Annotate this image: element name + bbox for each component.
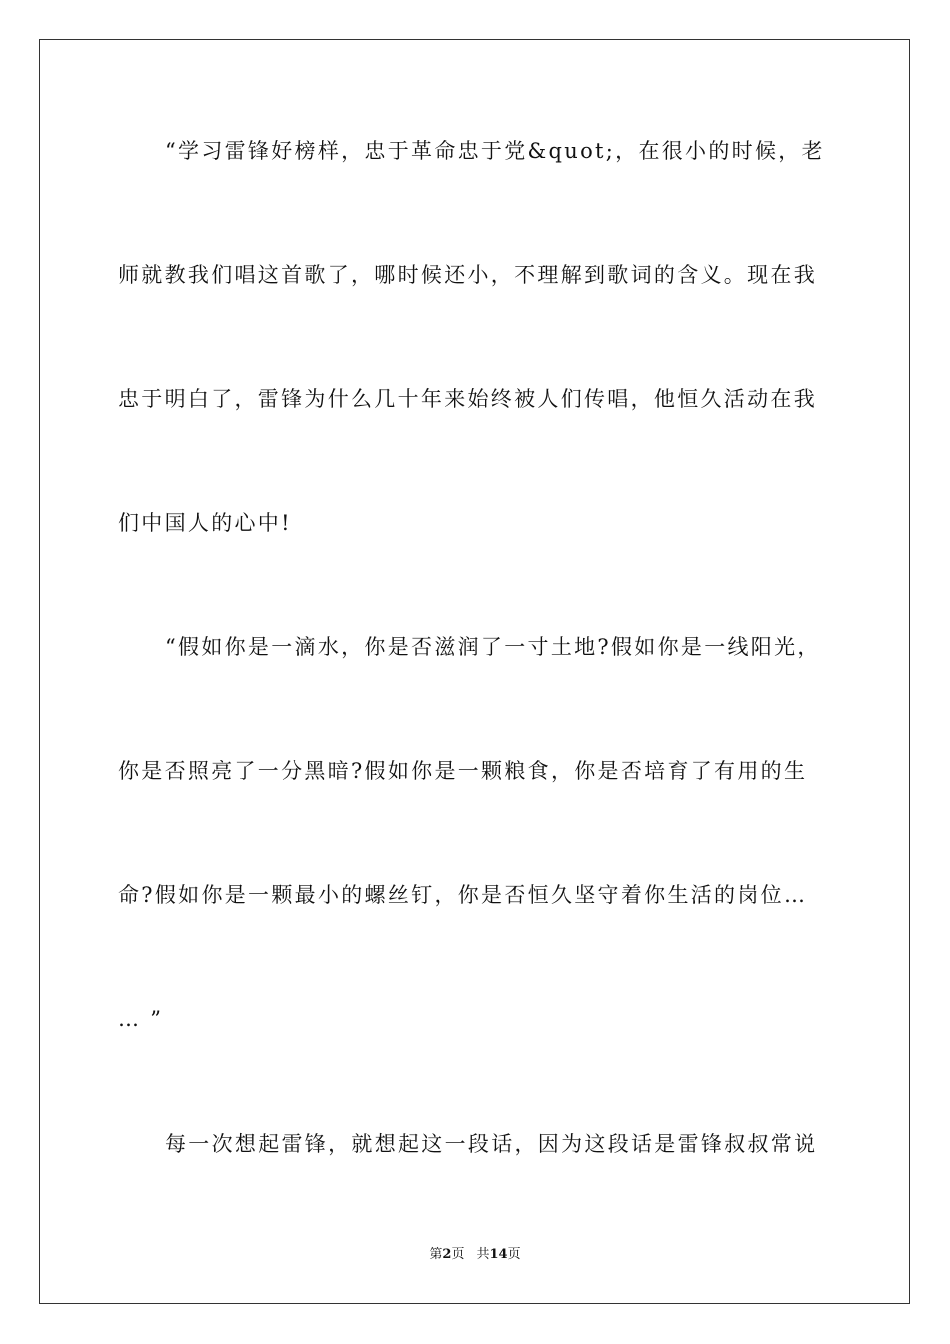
page-number: 2 [442, 1247, 452, 1262]
total-prefix: 共 [476, 1247, 490, 1262]
paragraph-line: 们中国人的心中! [118, 511, 292, 535]
page-prefix: 第 [429, 1247, 443, 1262]
total-suffix: 页 [507, 1247, 521, 1262]
total-pages: 14 [489, 1247, 508, 1262]
paragraph-line: … ” [118, 1007, 164, 1031]
page-frame [39, 39, 910, 1304]
paragraph-line: 你是否照亮了一分黑暗?假如你是一颗粮食，你是否培育了有用的生 [118, 759, 808, 783]
paragraph-line: 忠于明白了，雷锋为什么几十年来始终被人们传唱，他恒久活动在我 [118, 387, 817, 411]
paragraph-line: 命?假如你是一颗最小的螺丝钉，你是否恒久坚守着你生活的岗位… [118, 883, 808, 907]
paragraph-line: “假如你是一滴水，你是否滋润了一寸土地?假如你是一线阳光， [165, 635, 821, 659]
page-suffix: 页 [451, 1247, 465, 1262]
paragraph-line: 每一次想起雷锋，就想起这一段话，因为这段话是雷锋叔叔常说 [165, 1132, 818, 1156]
paragraph-line: 师就教我们唱这首歌了，哪时候还小，不理解到歌词的含义。现在我 [118, 263, 817, 287]
paragraph-line: “学习雷锋好榜样，忠于革命忠于党&quot;，在很小的时候，老 [165, 139, 825, 163]
page-footer [0, 1246, 950, 1264]
